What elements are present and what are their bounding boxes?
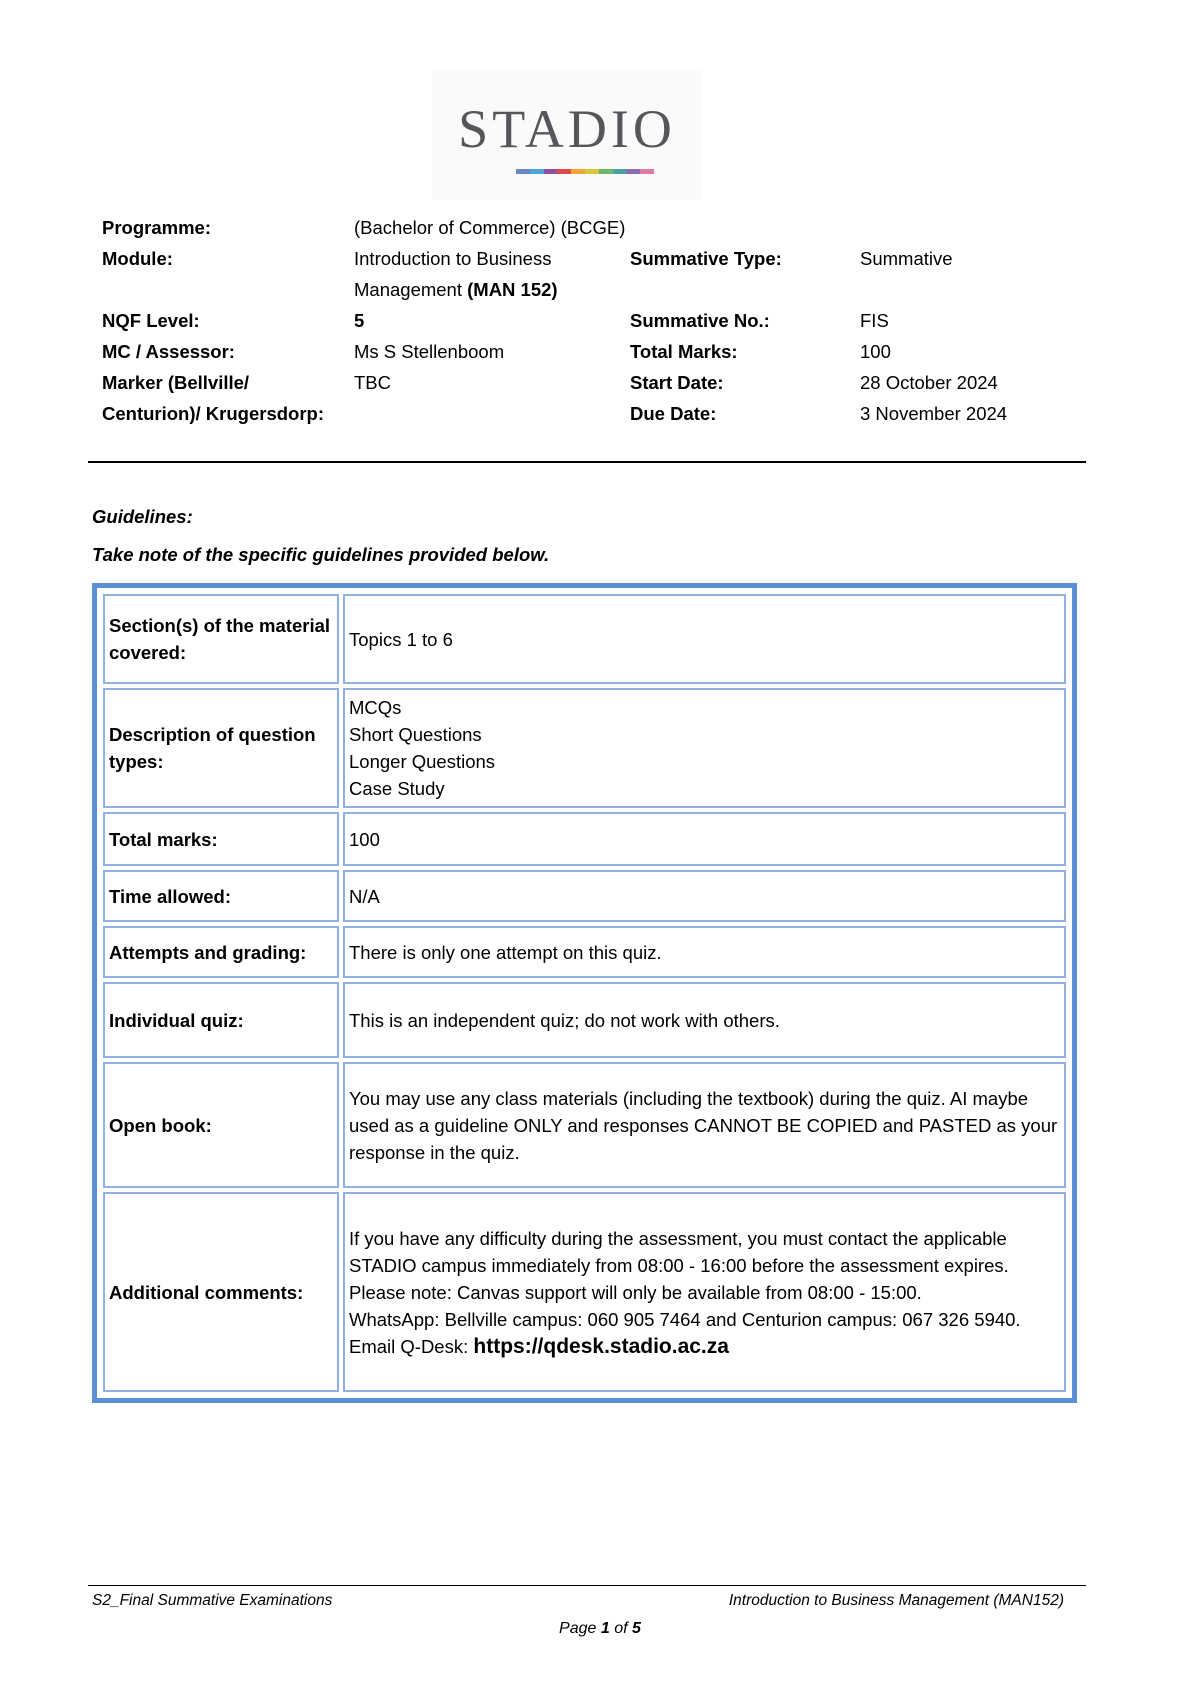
mc-label: MC / Assessor:	[102, 341, 235, 362]
email-line	[349, 1333, 1060, 1360]
row-label-sections: Section(s) of the material covered:	[103, 594, 339, 684]
footer-divider	[88, 1585, 1086, 1586]
programme-value: (Bachelor of Commerce) (BCGE)	[354, 217, 626, 238]
row-label-question-types: Description of question types:	[103, 688, 339, 808]
row-value-total-marks: 100	[343, 812, 1066, 866]
row-value-additional-comments	[343, 1192, 1066, 1392]
table-row	[103, 870, 1066, 922]
module-name-part: Management	[354, 279, 462, 300]
stadio-logo	[432, 70, 702, 200]
row-value-question-types	[343, 688, 1066, 808]
logo-bar-segment	[557, 169, 571, 174]
nqf-value: 5	[354, 310, 365, 331]
logo-bar-segment	[626, 169, 640, 174]
row-value-open-book: You may use any class materials (including the textbook) during the quiz. AI maybe used as a guideline ONLY and responses CANNOT BE COPIED and PASTED as your response in the quiz.	[343, 1062, 1066, 1188]
guidelines-table	[92, 583, 1077, 1403]
start-date-label: Start Date:	[630, 372, 724, 393]
comment-line: WhatsApp: Bellville campus: 060 905 7464 and Centurion campus: 067 326 5940.	[349, 1308, 1021, 1330]
logo-bar-segment	[640, 169, 654, 174]
question-type-item: MCQs	[349, 697, 402, 718]
table-row	[103, 1062, 1066, 1188]
table-row	[103, 812, 1066, 866]
row-label-total-marks: Total marks:	[103, 812, 339, 866]
logo-bar-segment	[516, 169, 530, 174]
row-label-open-book: Open book:	[103, 1062, 339, 1188]
row-label-individual-quiz: Individual quiz:	[103, 982, 339, 1058]
row-label-attempts: Attempts and grading:	[103, 926, 339, 978]
summative-no-value: FIS	[860, 310, 889, 331]
mc-value: Ms S Stellenboom	[354, 341, 505, 362]
row-value-individual-quiz: This is an independent quiz; do not work with others.	[343, 982, 1066, 1058]
total-marks-value: 100	[860, 341, 891, 362]
marker-value: TBC	[354, 372, 391, 393]
footer-right: Introduction to Business Management (MAN152)	[728, 1592, 1064, 1609]
guidelines-subheading: Take note of the specific guidelines provided below.	[92, 544, 550, 565]
row-label-time-allowed: Time allowed:	[103, 870, 339, 922]
logo-wordmark: STADIO	[458, 99, 676, 159]
module-label: Module:	[102, 248, 173, 269]
table-row	[103, 1192, 1066, 1392]
qdesk-link[interactable]: https://qdesk.stadio.ac.za	[473, 1334, 729, 1358]
question-type-item: Case Study	[349, 778, 445, 799]
summative-type-label: Summative Type:	[630, 248, 782, 269]
due-date-label: Due Date:	[630, 403, 717, 424]
logo-bar-segment	[530, 169, 544, 174]
marker-label-line2: Centurion)/ Krugersdorp:	[102, 403, 324, 424]
table-row	[103, 594, 1066, 684]
summative-type-value: Summative	[860, 248, 953, 269]
row-label-additional-comments: Additional comments:	[103, 1192, 339, 1392]
logo-bar-segment	[613, 169, 627, 174]
row-value-sections: Topics 1 to 6	[343, 594, 1066, 684]
nqf-label: NQF Level:	[102, 310, 200, 331]
logo-bar-segment	[599, 169, 613, 174]
footer-left: S2_Final Summative Examinations	[92, 1592, 333, 1609]
module-code: (MAN 152)	[467, 279, 558, 300]
due-date-value: 3 November 2024	[860, 403, 1008, 424]
logo-bar-segment	[585, 169, 599, 174]
total-marks-label: Total Marks:	[630, 341, 738, 362]
question-type-item: Longer Questions	[349, 751, 496, 772]
logo-bar-segment	[544, 169, 558, 174]
logo-bar-segment	[571, 169, 585, 174]
comment-line: Please note: Canvas support will only be available from 08:00 - 15:00.	[349, 1281, 922, 1303]
row-value-attempts: There is only one attempt on this quiz.	[343, 926, 1066, 978]
marker-label-line1: Marker (Bellville/	[102, 372, 250, 393]
logo-color-bar	[516, 169, 654, 174]
header-divider	[88, 461, 1086, 463]
page-number: Page 1 of 5	[559, 1620, 641, 1637]
guidelines-heading: Guidelines:	[92, 506, 193, 527]
row-value-time-allowed: N/A	[343, 870, 1066, 922]
summative-no-label: Summative No.:	[630, 310, 770, 331]
module-value-line1: Introduction to Business	[354, 248, 552, 269]
module-value-line2	[354, 274, 558, 305]
table-row	[103, 926, 1066, 978]
table-row	[103, 982, 1066, 1058]
comment-line: If you have any difficulty during the assessment, you must contact the applicable STADIO campus immediately from 08:00 - 16:00 before the assessment expires.	[349, 1227, 1009, 1276]
programme-label: Programme:	[102, 217, 211, 238]
email-label: Email Q-Desk:	[349, 1335, 474, 1357]
table-row	[103, 688, 1066, 808]
question-type-item: Short Questions	[349, 724, 482, 745]
start-date-value: 28 October 2024	[860, 372, 998, 393]
